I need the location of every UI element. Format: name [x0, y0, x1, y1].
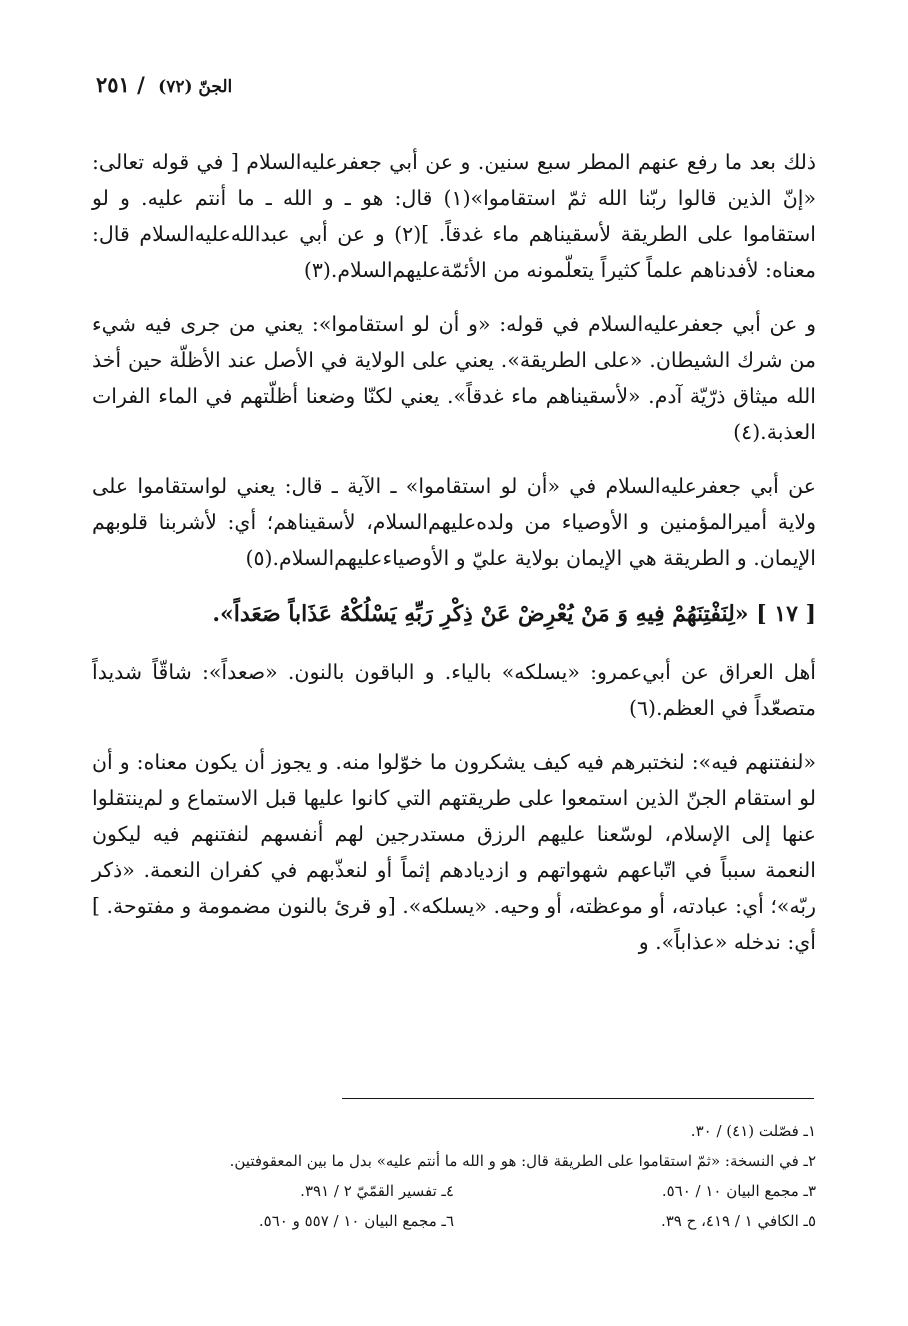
footnote-3: ٣ـ مجمع البيان ١٠ / ٥٦٠.: [661, 1182, 816, 1200]
page-number: / ٢٥١: [96, 72, 145, 97]
footnote-divider: [342, 1098, 814, 1099]
paragraph-4: أهل العراق عن أبي‌عمرو: «يسلكه» بالياء. و الباقون بالنون. «صعداً»: شاقّاً شديداً متصعّداً في العظم.(٦): [92, 660, 816, 720]
main-text: [92, 144, 816, 978]
footnote-4: ٤ـ تفسير القمّيّ ٢ / ٣٩١.: [300, 1182, 454, 1200]
footnote-row-2: [92, 1146, 816, 1176]
paragraph-1: ذلك بعد ما رفع عنهم المطر سبع سنين. و عن أبي جعفر‌عليه‌السلام [ في قوله تعالى: «إنّ الذين قالوا ربّنا الله ثمّ استقاموا»(١) قال: هو ـ و الله ـ ما أنتم عليه. و لو استقاموا على الطريقة لأسقيناهم ماء غدقاً. ](٢) و عن أبي عبدالله‌عليه‌السلام قال: معناه: لأفدناهم علماً كثيراً يتعلّمونه من الأئمّة‌عليهم‌السلام.(٣): [92, 150, 816, 282]
paragraph-3: عن أبي جعفر‌عليه‌السلام في «أن لو استقاموا» ـ الآية ـ قال: يعني لواستقاموا على ولاية أميرالمؤمنين و الأوصياء من ولده‌عليهم‌السلام، لأسقيناهم؛ أي: لأشربنا قلوبهم الإيمان. و الطريقة هي الإيمان بولاية عليّ و الأوصياء‌عليهم‌السلام.(٥): [92, 474, 816, 570]
chapter-label: الجنّ (٧٢): [158, 77, 233, 97]
footnote-2: ٢ـ في النسخة: «ثمّ استقاموا على الطريقة قال: هو و الله ما أنتم عليه» بدل ما بين المعقوفتين.: [229, 1152, 816, 1170]
running-header: [96, 72, 232, 97]
paragraph-5: «لنفتنهم فيه»: لنختبرهم فيه كيف يشكرون ما خوّلوا منه. و يجوز أن يكون معناه: و أن لو استقام الجنّ الذين استمعوا على طريقتهم التي كانوا عليها قبل الاستماع و لم‌ينتقلوا عنها إلى الإسلام، لوسّعنا عليهم الرزق مستدرجين لهم أنفسهم لنفتنهم فيه ليكون النعمة سبباً في اتّباعهم شهواتهم و ازديادهم إثماً أو لنعذّبهم في كفران النعمة. «ذكر ربّه»؛ أي: عبادته، أو موعظته، أو وحيه. «يسلكه». [و قرئ بالنون مضمومة و مفتوحة. ] أي: ندخله «عذاباً». و: [92, 750, 816, 954]
footnote-5: ٥ـ الكافي ١ / ٤١٩، ح ٣٩.: [660, 1212, 816, 1230]
footnote-1: ١ـ فصّلت (٤١) / ٣٠.: [690, 1122, 816, 1140]
footnote-row-4: [92, 1206, 816, 1236]
footnotes: [92, 1116, 816, 1236]
footnote-row-1: [92, 1116, 816, 1146]
verse-heading: [ ١٧ ] «لِنَفْتِنَهُمْ فِيهِ وَ مَنْ يُعْرِضْ عَنْ ذِكْرِ رَبِّهِ يَسْلُكْهُ عَذَاباً صَعَداً».: [212, 601, 816, 627]
footnote-6: ٦ـ مجمع البيان ١٠ / ٥٥٧ و ٥٦٠.: [258, 1212, 454, 1230]
footnote-row-3: [92, 1176, 816, 1206]
paragraph-2: و عن أبي جعفر‌عليه‌السلام في قوله: «و أن لو استقاموا»: يعني من جرى فيه شيء من شرك الشيطان. «على الطريقة». يعني على الولاية في الأصل عند الأظلّة حين أخذ الله ميثاق ذرّيّة آدم. «لأسقيناهم ماء غدقاً». يعني لكنّا وضعنا أظلّتهم في الماء الفرات العذبة.(٤): [92, 312, 816, 444]
